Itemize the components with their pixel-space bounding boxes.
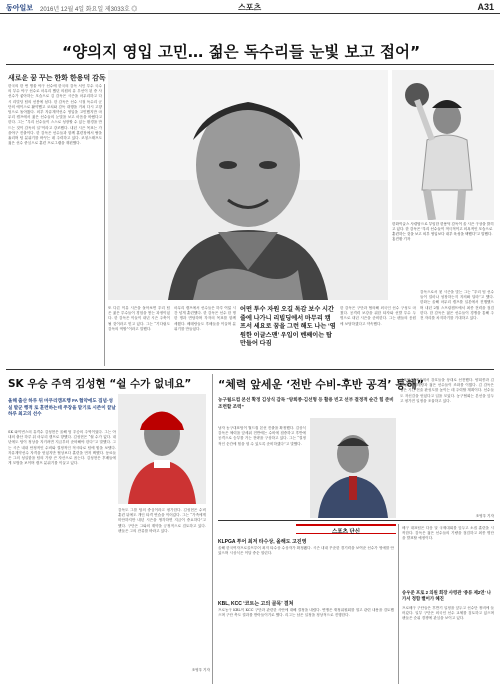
brief-body-0: 배구 대표팀은 다음 달 국제대회를 앞두고 소집 훈련을 시작한다. 감독은 젊은 선수들의 기량을 점검하고 최종 명단을 발표할 예정이다. [402,526,494,541]
photo-byline: 홍진환 기자 [392,237,411,241]
article3-byline: 조영우 기자 [475,514,494,518]
caption-text: 한화이글스 사령탑으로 부임한 한용덕 감독이 올 시즌 구상을 밝히고 있다. 한 감독은 “우리 선수들이 적극적이고 의욕적인 모습으로 훈련하는 것을 보고 외부 영입보다 내부 육성을 택했다”고 말했다. [392,222,494,236]
issue-date: 2016년 12월 4일 화요일 제3033호 ◎ [40,7,138,13]
article1-body-col3: 마무리 캠프에서 선수들은 하루 여덟 시간 넘게 훈련했다. 한 감독은 선수 한 명 한 명과 면담하며 각자의 목표를 함께 세웠다. 베테랑들도 후배들을 이끌며 분위기를 만들었다. [174,306,236,331]
article1-pull-quote: 어떤 투수 자원 오길 독감 보수 시간 줄에 나가니 리빌딩에서 마무리 캠프서 세요로 꿈을 그런 해도 나는 ‘염원한 이글스맨’ 우입이 벤째이는 탑 만들어 다짐 [240,306,336,347]
newspaper-logo: 동아일보 [6,5,34,12]
article3-headline: “체력 앞세운 ‘전반 수비-후반 공격’ 통해” [218,378,424,391]
brief-title-3: 송우준 프로 2 의원 회장 사령관 ‘종류 제2연’ 나가서 정함 뻘어가 혜진 [402,590,491,601]
article2-headline: SK 우승 주역 김성현 “쉴 수가 없네요” [8,378,192,390]
brief-body-3: 프로배구 구단들은 후반기 일정을 앞두고 선수단 정비에 들어갔다. 일부 구단은 외국인 선수 교체를 검토하고 있으며 팬들은 순위 경쟁에 관심을 보이고 있다. [402,606,494,621]
section-title: 스포츠 [238,3,262,12]
article2-byline: 조영우 기자 [191,668,210,672]
article3-body-col1: 남자 농구대표팀이 월드컵 본선 진출을 확정했다. 김상식 감독은 체력을 앞세워 전반에는 수비에 집중하고 후반에 공격으로 승부를 거는 전략을 구상하고 있다. 그는 “결정적인 순간에 힘을 낼 수 있도록 준비하겠다”고 말했다. [218,426,306,446]
brief-title-1: KLPGA 투어 최저 타수상, 올해도 고진영 [218,539,307,545]
article1-main-photo [108,70,388,300]
article1-body-col1: 한국의 한 번 명물 야구 선수에 한국의 감독 서인 투수 국수의 부수 야구 선수로 마무리 했던 의원의 유 우선이 된 중 사 선수가 좋아하는 모습으로 김 감독은 시즌을 마무리하고 다시 리빌딩 팀의 선봉에 섰다. 한 감독은 선수 시절 독수리 군단의 에이스로 활약했고 코치와 감독 대행을 거쳐 다시 고향 팀으로 돌아왔다. 외부 자유계약선수 영입을 고민했지만 마무리 캠프에서 젊은 선수들의 눈빛을 보고 마음을 바꿨다고 한다. 그는 “우리 선수들이 스스로 성장할 수 있는 환경을 만드는 것이 감독의 일”이라고 강조했다. 내년 시즌 목표는 가을야구 진출이다. 한 감독은 선수들과 함께 훈련장에서 땀을 흘리며 팀 분위기를 바꾸는 데 주력하고 있다. 코칭스태프도 젊은 선수 중심으로 훈련 프로그램을 재편했다. [8,84,102,146]
sidebar-title-bar [296,524,396,534]
divider [218,520,494,521]
article1-headline: “양의지 영입 고민… 젊은 독수리들 눈빛 보고 접어” [62,43,421,61]
article2-body-col1: SK 와이번스의 유격수 김성현은 올해 팀 우승의 주역이었다. 그는 아내의 출산 하루 뒤 마무리 캠프로 향했다. 김성현은 “쉴 수가 없다. 내년에도 팀이 정상을 지키려면 지금부터 준비해야 한다”고 말했다. 그는 시즌 내내 안정적인 수비와 결정적인 적시타로 팀에 힘을 보탰다. 자유계약선수 자격을 얻었지만 협상보다 훈련을 먼저 택했다. 동료들은 그의 성실함을 팀의 가장 큰 자산으로 꼽는다. 김성현은 후배들에게 모범을 보이며 캠프 분위기를 이끌고 있다. [8,430,116,466]
article2-subhead: 올해 출산 하루 뒤 마무리캠프행 FA 협약에도 집념·성실 발군 행적 로 훈련하는데 주장을 맡기로 시즌이 끝날 하루 최고의 선수 [8,398,116,416]
article3-body-col2: 대표팀은 예선에서 강호들을 상대로 선전했다. 양희종과 김선형 등 베테랑과 젊은 선수들이 조화를 이뤘다. 김 감독은 남은 기간 전술 완성도를 높이는 데 주력할 계획이다. 선수들도 자신감을 얻었다고 입을 모았다. 농구협회는 본선을 앞두고 평가전 일정을 조율하고 있다. [400,378,494,403]
column-divider [398,524,399,684]
article1-body-col2: 또 다른 이유 시즌을 돌아보면 우리 팀은 젊은 투수들이 경험을 쌓는 과정이었다. 한 감독은 이들이 내년 시즌 주축이 될 것이라고 믿고 있다. 그는 “기다림도 감독의 역할”이라고 말했다. [108,306,170,331]
divider [6,64,494,65]
article3-photo [310,418,396,518]
article1-body-col5: 감독으로서 첫 시즌을 맞는 그는 “우리 팀 선수들이 얼마나 성장하는지 지켜봐 달라”고 했다. 한화는 올해 마무리 캠프를 일본에서 진행했으며 내년 2월 스프링캠프에서 최종 전력을 점검한다. 한 감독은 젊은 선수들이 경쟁을 통해 주전 자리를 차지하기를 기대하고 있다. [420,290,494,321]
sidebar-title: 스포츠 단신 [331,529,361,535]
article2-photo [118,394,206,504]
divider [6,369,494,370]
article2-body-col2: 감독도 그를 팀의 중심이라고 평가한다. 김성현은 수비 훈련 뒤에도 개인 타격 연습을 이어갔다. 그는 “가족에게 미안하지만 내년 시즌을 생각하면 지금이 중요하다”고 했다. 구단은 그와의 계약을 긍정적으로 검토하고 있다. 팬들은 그의 잔류를 바라고 있다. [118,508,206,533]
brief-title-2: KBL, KCC ‘코트는 고의 골목’ 결쳐 [218,601,294,607]
column-divider [212,374,213,684]
article1-caption [392,222,494,282]
article1-subhead: 새로운 꿈 꾸는 한화 한용덕 감독 [8,75,106,82]
column-divider [104,84,105,366]
brief-body-2: 프로농구 KBL이 KCC 구단과 관련한 사안에 대해 결정을 내렸다. 연맹은 재정위원회를 열고 관련 내용을 검토했으며 구단 측도 결과를 받아들이기로 했다. 리그는 남은 일정을 정상적으로 진행한다. [218,608,394,618]
article1-player-photo [392,70,494,220]
coach-portrait-illustration [108,70,388,300]
player-portrait-illustration [118,394,206,504]
article1-body-col4: 한 감독은 구단과 협의해 외국인 선수 구성도 마쳤다. 공격력 보강을 위한 타자와 선발 투수 두 명으로 내년 시즌을 준비한다. 그는 팬들의 응원에 보답하겠다고 약속했다. [340,306,416,326]
player-illustration [392,70,494,220]
page-header [0,0,500,14]
page-number: A31 [477,2,494,12]
brief-body-1: 올해 한국여자프로골프투어 최저 타수상 수상자가 확정됐다. 시즌 내내 꾸준한 경기력을 보여준 선수가 영예를 안았으며 시상식은 이달 중순 열린다. [218,546,394,556]
article3-subhead: 농구월드컵 본선 확정 김상식 감독 “양희종-김선형 등 활용 빈고 선부 결정적 순간 힘 준비 조련할 조력” [218,397,394,409]
coach-photo-illustration [310,418,396,518]
